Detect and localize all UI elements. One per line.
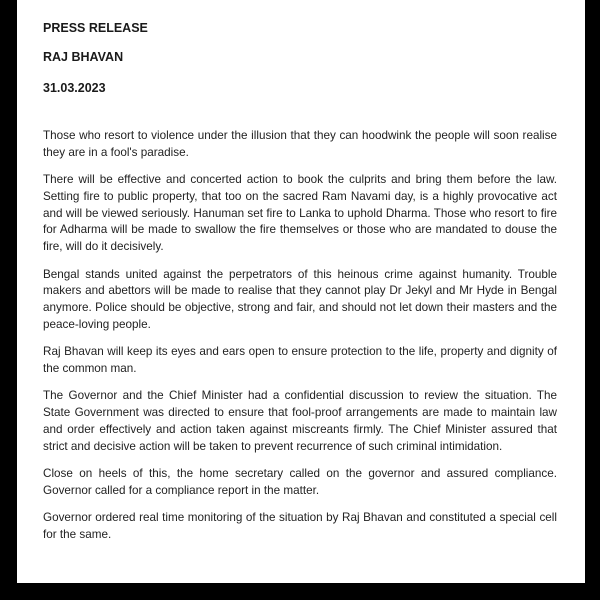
paragraph-5: The Governor and the Chief Minister had a confidential discussion to review the situation. The State Government was directed to ensure that fool-proof arrangements are made to maintain law and order effectively and action taken against miscreants firmly. The Chief Minister assured that strict and decisive action will be taken to prevent recurrence of such criminal intimidation. — [43, 389, 557, 453]
paragraph-2: There will be effective and concerted action to book the culprits and bring them before the law. Setting fire to public property, that too on the sacred Ram Navami day, is a highly provocative act and will be viewed seriously. Hanuman set fire to Lanka to uphold Dharma. Those who resort to fire for Adharma will be made to swallow the fire themselves or those who are mandated to douse the fire, will do it decisively. — [43, 173, 557, 254]
issuer-name: RAJ BHAVAN — [43, 50, 124, 64]
press-release-label: PRESS RELEASE — [43, 21, 148, 35]
paragraph-6: Close on heels of this, the home secretary called on the governor and assured compliance. Governor called for a compliance report in the matter. — [43, 467, 557, 497]
document-page — [17, 0, 585, 583]
document-header — [43, 21, 148, 110]
paragraph-4: Raj Bhavan will keep its eyes and ears open to ensure protection to the life, property and dignity of the common man. — [43, 345, 557, 376]
release-date: 31.03.2023 — [43, 81, 106, 95]
paragraph-1: Those who resort to violence under the illusion that they can hoodwink the people will soon realise they are in a fool's paradise. — [43, 129, 557, 159]
paragraph-3: Bengal stands united against the perpetrators of this heinous crime against humanity. Trouble makers and abettors will be made to realise that they cannot play Dr Jekyl and Mr Hyde in Bengal anymore. Police should be objective, strong and fair, and should not let down their masters and the peace-loving people. — [43, 267, 557, 331]
paragraph-7: Governor ordered real time monitoring of the situation by Raj Bhavan and constituted a special cell for the same. — [43, 511, 557, 541]
document-body — [43, 128, 557, 554]
